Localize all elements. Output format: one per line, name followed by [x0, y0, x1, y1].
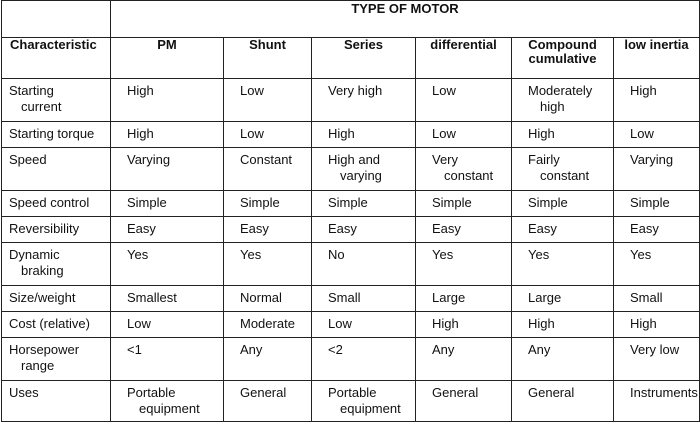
- cell-line: <1: [127, 342, 142, 357]
- cell-line: High: [127, 126, 154, 141]
- cell-low-inertia: [614, 148, 700, 191]
- cell-line: Easy: [432, 221, 461, 236]
- cell-line: Very: [432, 152, 459, 167]
- cell-line: High: [432, 316, 459, 331]
- cell-line: Horsepower: [9, 342, 80, 357]
- cell-low-inertia: [614, 191, 700, 217]
- cell-differential: [416, 79, 512, 122]
- cell-shunt: [224, 191, 312, 217]
- cell-pm: [111, 381, 224, 422]
- cell-text: [2, 217, 110, 237]
- cell-series: [312, 338, 416, 381]
- cell-characteristic: [2, 122, 111, 148]
- cell-text: [2, 79, 110, 115]
- cell-line: Any: [432, 342, 455, 357]
- cell-differential: [416, 148, 512, 191]
- table-row: [2, 243, 700, 286]
- cell-line: Simple: [328, 195, 368, 210]
- cell-line-continued: high: [540, 99, 565, 114]
- cell-series: [312, 191, 416, 217]
- cell-pm: [111, 286, 224, 312]
- cell-characteristic: [2, 338, 111, 381]
- cell-text: [512, 286, 613, 306]
- cell-shunt: [224, 338, 312, 381]
- table-row: [2, 338, 700, 381]
- table-row: [2, 312, 700, 338]
- cell-line: High: [328, 126, 355, 141]
- cell-pm: [111, 79, 224, 122]
- cell-line: Easy: [328, 221, 357, 236]
- cell-line: Cost (relative): [9, 316, 90, 331]
- cell-text: [2, 338, 110, 374]
- cell-line: Speed control: [9, 195, 90, 210]
- cell-cumulative: [512, 286, 614, 312]
- cell-line: Any: [240, 342, 263, 357]
- cell-line: High: [127, 83, 154, 98]
- cell-text: [614, 312, 699, 332]
- cell-differential: [416, 217, 512, 243]
- cell-text: [512, 122, 613, 142]
- cell-text: [512, 381, 613, 401]
- cell-characteristic: [2, 312, 111, 338]
- cell-text: [416, 338, 511, 358]
- table-row: [2, 381, 700, 422]
- cell-line: Smallest: [127, 290, 177, 305]
- cell-text: [614, 381, 699, 401]
- cell-low-inertia: [614, 243, 700, 286]
- cell-line: Simple: [528, 195, 568, 210]
- cell-low-inertia: [614, 286, 700, 312]
- column-header-compound-cumulative: [512, 38, 614, 79]
- cell-text: [224, 243, 311, 263]
- cell-line: Fairly: [528, 152, 560, 167]
- cell-pm: [111, 148, 224, 191]
- cell-differential: [416, 122, 512, 148]
- cell-line-continued: constant: [444, 168, 494, 183]
- cell-text: [224, 286, 311, 306]
- cell-text: [111, 79, 223, 99]
- cell-text: [416, 286, 511, 306]
- cell-line: Varying: [127, 152, 171, 167]
- cell-text: [111, 312, 223, 332]
- cell-shunt: [224, 381, 312, 422]
- table-row: [2, 148, 700, 191]
- cell-line: High: [528, 126, 555, 141]
- motor-comparison-table: [1, 0, 700, 422]
- cell-low-inertia: [614, 338, 700, 381]
- cell-text: [111, 122, 223, 142]
- cell-characteristic: [2, 286, 111, 312]
- cell-text: [614, 79, 699, 99]
- cell-line: Yes: [432, 247, 454, 262]
- cell-series: [312, 312, 416, 338]
- cell-text: [416, 79, 511, 99]
- cell-line-continued: current: [21, 99, 62, 114]
- cell-text: [224, 148, 311, 168]
- cell-text: [2, 312, 110, 332]
- cell-text: [312, 148, 415, 184]
- cell-characteristic: [2, 148, 111, 191]
- cell-text: [512, 148, 613, 184]
- cell-line: Low: [630, 126, 654, 141]
- cell-text: [312, 217, 415, 237]
- cell-text: [312, 243, 415, 263]
- cell-pm: [111, 243, 224, 286]
- cell-text: [111, 217, 223, 237]
- cell-line: Moderate: [240, 316, 295, 331]
- cell-text: [512, 191, 613, 211]
- cell-line: Simple: [432, 195, 472, 210]
- cell-line: Yes: [240, 247, 262, 262]
- cell-series: [312, 243, 416, 286]
- cell-low-inertia: [614, 217, 700, 243]
- column-header-differential: differential: [416, 38, 512, 79]
- cell-shunt: [224, 122, 312, 148]
- cell-text: [312, 191, 415, 211]
- group-header-type-of-motor: TYPE OF MOTOR: [111, 1, 700, 38]
- cell-line: High: [630, 316, 657, 331]
- cell-line: Low: [328, 316, 352, 331]
- cell-text: [224, 217, 311, 237]
- cell-text: [2, 191, 110, 211]
- cell-line: Speed: [9, 152, 47, 167]
- cell-differential: [416, 381, 512, 422]
- cell-text: [224, 338, 311, 358]
- cell-line: Portable: [328, 385, 377, 400]
- cell-cumulative: [512, 217, 614, 243]
- cell-text: [614, 122, 699, 142]
- cell-line: Low: [432, 126, 456, 141]
- cell-line: High and: [328, 152, 381, 167]
- cell-text: [512, 312, 613, 332]
- cell-line: Very low: [630, 342, 680, 357]
- cell-low-inertia: [614, 381, 700, 422]
- cell-line-continued: constant: [540, 168, 590, 183]
- cell-line-continued: range: [21, 358, 55, 373]
- cell-line: Easy: [127, 221, 156, 236]
- compound-label: Compound: [528, 37, 597, 52]
- cell-pm: [111, 338, 224, 381]
- cell-text: [312, 381, 415, 417]
- cell-line: Simple: [240, 195, 280, 210]
- cell-line: Constant: [240, 152, 293, 167]
- cell-text: [416, 148, 511, 184]
- cell-text: [416, 243, 511, 263]
- cell-text: [416, 217, 511, 237]
- table-body: [2, 79, 700, 422]
- cell-cumulative: [512, 381, 614, 422]
- cell-line: General: [240, 385, 287, 400]
- cell-low-inertia: [614, 122, 700, 148]
- cell-line: No: [328, 247, 345, 262]
- cell-text: [2, 381, 110, 401]
- cell-line: Very high: [328, 83, 383, 98]
- cell-text: [512, 217, 613, 237]
- cell-line: Varying: [630, 152, 674, 167]
- cell-text: [111, 381, 223, 417]
- cell-text: [512, 243, 613, 263]
- cell-line: High: [528, 316, 555, 331]
- cell-characteristic: [2, 79, 111, 122]
- cell-series: [312, 217, 416, 243]
- cell-series: [312, 122, 416, 148]
- cell-line: Moderately: [528, 83, 593, 98]
- cell-text: [111, 286, 223, 306]
- cell-text: [2, 148, 110, 168]
- cell-text: [614, 243, 699, 263]
- cell-characteristic: [2, 191, 111, 217]
- corner-cell: [2, 1, 111, 38]
- cell-line: General: [432, 385, 479, 400]
- cell-differential: [416, 286, 512, 312]
- cell-text: [111, 191, 223, 211]
- cell-shunt: [224, 148, 312, 191]
- cell-text: [224, 381, 311, 401]
- cell-line: Low: [127, 316, 151, 331]
- cell-shunt: [224, 79, 312, 122]
- cell-characteristic: [2, 381, 111, 422]
- cell-line: Any: [528, 342, 551, 357]
- cell-text: [416, 312, 511, 332]
- cell-line-continued: equipment: [139, 401, 200, 416]
- column-header-shunt: Shunt: [224, 38, 312, 79]
- cell-line: Simple: [630, 195, 670, 210]
- cell-line: Easy: [528, 221, 557, 236]
- cell-pm: [111, 217, 224, 243]
- cell-series: [312, 148, 416, 191]
- cell-line: Easy: [240, 221, 269, 236]
- cell-shunt: [224, 312, 312, 338]
- cell-text: [111, 243, 223, 263]
- cell-text: [224, 122, 311, 142]
- table-row: [2, 286, 700, 312]
- table-row: [2, 217, 700, 243]
- cell-line: Starting: [9, 83, 54, 98]
- column-header-pm: PM: [111, 38, 224, 79]
- cell-cumulative: [512, 191, 614, 217]
- cell-pm: [111, 122, 224, 148]
- cell-line-continued: equipment: [340, 401, 401, 416]
- column-header-characteristic: Characteristic: [2, 38, 111, 79]
- cell-line: General: [528, 385, 575, 400]
- cell-differential: [416, 312, 512, 338]
- cell-text: [614, 286, 699, 306]
- cell-text: [614, 338, 699, 358]
- cell-line: Large: [432, 290, 466, 305]
- cell-line-continued: braking: [21, 263, 64, 278]
- cell-text: [512, 338, 613, 358]
- cell-line: Low: [240, 126, 264, 141]
- cell-text: [512, 79, 613, 115]
- cumulative-label: cumulative: [528, 51, 597, 66]
- cell-series: [312, 79, 416, 122]
- cell-cumulative: [512, 148, 614, 191]
- cell-differential: [416, 338, 512, 381]
- cell-line: Low: [240, 83, 264, 98]
- cell-cumulative: [512, 79, 614, 122]
- cell-line: Yes: [127, 247, 149, 262]
- cell-line: <2: [328, 342, 343, 357]
- cell-line: Normal: [240, 290, 282, 305]
- cell-low-inertia: [614, 79, 700, 122]
- cell-line: Size/weight: [9, 290, 76, 305]
- cell-line: Dynamic: [9, 247, 60, 262]
- cell-cumulative: [512, 243, 614, 286]
- table-row: [2, 79, 700, 122]
- cell-cumulative: [512, 338, 614, 381]
- cell-text: [224, 312, 311, 332]
- table-row: [2, 122, 700, 148]
- cell-line: Portable: [127, 385, 176, 400]
- cell-cumulative: [512, 312, 614, 338]
- cell-line: High: [630, 83, 657, 98]
- cell-shunt: [224, 243, 312, 286]
- cell-text: [111, 338, 223, 358]
- cell-line: Easy: [630, 221, 659, 236]
- cell-line: Yes: [630, 247, 652, 262]
- cell-shunt: [224, 217, 312, 243]
- cell-text: [416, 191, 511, 211]
- cell-text: [312, 286, 415, 306]
- cell-line: Instruments: [630, 385, 698, 400]
- cell-differential: [416, 243, 512, 286]
- cell-line: Starting torque: [9, 126, 95, 141]
- cell-text: [416, 381, 511, 401]
- cell-line: Small: [328, 290, 361, 305]
- cell-text: [312, 122, 415, 142]
- cell-characteristic: [2, 217, 111, 243]
- cell-text: [614, 191, 699, 211]
- cell-text: [312, 79, 415, 99]
- cell-text: [2, 286, 110, 306]
- cell-differential: [416, 191, 512, 217]
- table-row: [2, 191, 700, 217]
- cell-line: Small: [630, 290, 663, 305]
- cell-line: Yes: [528, 247, 550, 262]
- cell-shunt: [224, 286, 312, 312]
- cell-text: [614, 148, 699, 168]
- cell-text: [416, 122, 511, 142]
- cell-line: Reversibility: [9, 221, 80, 236]
- cell-line: Large: [528, 290, 562, 305]
- cell-line-continued: varying: [340, 168, 382, 183]
- cell-text: [312, 338, 415, 358]
- cell-line: Low: [432, 83, 456, 98]
- column-header-series: Series: [312, 38, 416, 79]
- cell-text: [312, 312, 415, 332]
- cell-text: [224, 191, 311, 211]
- cell-pm: [111, 191, 224, 217]
- cell-line: Simple: [127, 195, 167, 210]
- cell-series: [312, 286, 416, 312]
- cell-characteristic: [2, 243, 111, 286]
- cell-pm: [111, 312, 224, 338]
- cell-text: [111, 148, 223, 168]
- cell-text: [614, 217, 699, 237]
- column-header-low-inertia: low inertia: [614, 38, 700, 79]
- cell-series: [312, 381, 416, 422]
- cell-low-inertia: [614, 312, 700, 338]
- cell-text: [2, 122, 110, 142]
- cell-cumulative: [512, 122, 614, 148]
- cell-text: [224, 79, 311, 99]
- cell-line: Uses: [9, 385, 39, 400]
- cell-text: [2, 243, 110, 279]
